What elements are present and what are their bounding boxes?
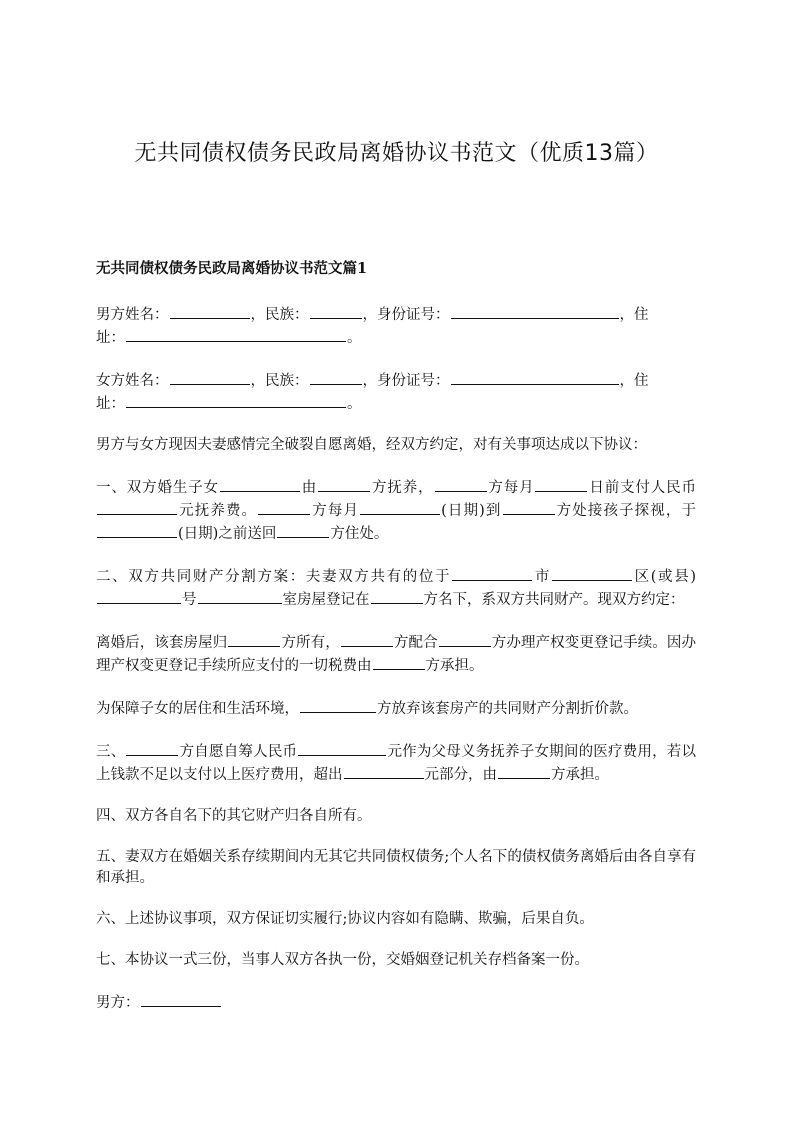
clause-2-text: 室房屋登记在	[282, 592, 370, 608]
male-address-label: ，住	[619, 307, 649, 323]
male-ethnic-blank	[310, 303, 362, 319]
clause-2-paragraph	[96, 565, 696, 611]
clause-1-text: 方每月	[487, 480, 535, 496]
signature-line	[96, 991, 696, 1014]
excess-party-blank	[498, 763, 550, 779]
clause-1-text: 方抚养，	[371, 480, 434, 496]
clause-3-text: 元部分，由	[424, 767, 497, 783]
male-signature-label: 男方：	[96, 995, 140, 1011]
clause-2c-text: 方放弃该套房产的共同财产分割折价款。	[377, 701, 638, 717]
house-owner-blank	[228, 631, 280, 647]
clause-2b-text: 方配合	[393, 635, 438, 651]
clause-1-text: 方处接孩子探视，于	[555, 503, 697, 519]
clause-3-text: 方承担。	[551, 767, 609, 783]
document-body	[96, 258, 696, 1034]
payer-party-blank	[435, 476, 487, 492]
visit-party-blank	[258, 499, 310, 515]
clause-3-text: 方自愿自筹人民币	[179, 744, 298, 760]
tax-party-blank	[373, 654, 425, 670]
pay-day-blank	[535, 476, 587, 492]
clause-1-text: 一、双方婚生子女	[96, 480, 219, 496]
clause-1-text: 元抚养费。	[178, 503, 258, 519]
clause-2b-text: 方办理产权变更登记手续。因办理产权变更登记手续所应支付的一切税费由	[96, 635, 696, 674]
clause-2b-text: 方承担。	[425, 658, 484, 674]
male-address-label-2: 址：	[96, 330, 125, 346]
male-info-paragraph	[96, 303, 696, 349]
medical-amount-blank	[298, 740, 386, 756]
custody-party-blank	[318, 476, 370, 492]
visit-date-blank	[360, 499, 440, 515]
waiver-party-blank	[300, 697, 376, 713]
support-amount-blank	[97, 499, 177, 515]
clause-1-paragraph	[96, 476, 696, 545]
clause-2c-text: 为保障子女的居住和生活环境，	[96, 701, 299, 717]
clause-7-paragraph: 七、本协议一式三份，当事人双方各执一份，交婚姻登记机关存档备案一份。	[96, 952, 589, 968]
clause-3-text: 三、	[96, 744, 126, 760]
document-title: 无共同债权债务民政局离婚协议书范文（优质13篇）	[134, 141, 659, 166]
female-id-blank	[451, 369, 619, 385]
female-name-label: 女方姓名：	[96, 373, 169, 389]
clause-2-text: 二、双方共同财产分割方案：夫妻双方共有的位于	[96, 569, 452, 585]
clause-1-text: (日期)之前送回	[178, 526, 277, 542]
number-blank	[97, 588, 181, 604]
male-address-blank	[126, 326, 346, 342]
male-name-blank	[170, 303, 250, 319]
pickup-party-blank	[503, 499, 555, 515]
room-blank	[198, 588, 282, 604]
clause-2b-text: 离婚后，该套房屋归	[96, 635, 228, 651]
female-ethnic-label: ，民族：	[250, 373, 309, 389]
transfer-party-blank	[439, 631, 491, 647]
clause-1-text: 方住处。	[330, 526, 389, 542]
clause-5-paragraph: 五、妻双方在婚姻关系存续期间内无其它共同债权债务;个人名下的债权债务离婚后由各自享有和承担。	[96, 849, 696, 886]
clause-1-text: (日期)到	[441, 503, 502, 519]
clause-4-paragraph: 四、双方各自名下的其它财产归各自所有。	[96, 808, 372, 824]
clause-2-text: 区(或县)	[632, 569, 697, 585]
clause-2c-paragraph	[96, 697, 696, 720]
male-name-label: 男方姓名：	[96, 307, 169, 323]
clause-1-text: 日前支付人民币	[588, 480, 697, 496]
clause-1-text: 方每月	[311, 503, 360, 519]
female-ethnic-blank	[310, 369, 362, 385]
clause-2-text: 市	[533, 569, 551, 585]
medical-party-blank	[126, 740, 178, 756]
female-id-label: ，身份证号：	[362, 373, 450, 389]
female-address-label-2: 址：	[96, 396, 125, 412]
clause-2-text: 号	[182, 592, 197, 608]
male-id-blank	[451, 303, 619, 319]
female-info-end: 。	[347, 396, 362, 412]
female-info-paragraph	[96, 369, 696, 415]
return-party-blank	[277, 522, 329, 538]
male-ethnic-label: ，民族：	[250, 307, 309, 323]
clause-1-text: 由	[300, 480, 318, 496]
city-blank	[452, 565, 532, 581]
cooperating-party-blank	[341, 631, 393, 647]
intro-paragraph: 男方与女方现因夫妻感情完全破裂自愿离婚，经双方约定，对有关事项达成以下协议：	[96, 437, 647, 453]
male-info-end: 。	[347, 330, 362, 346]
child-blank	[220, 476, 300, 492]
clause-3-text: 元作为父母义务抚养子女期间的医疗费用，若以上钱款不足以支付以上医疗费用，超出	[96, 744, 696, 783]
clause-6-paragraph: 六、上述协议事项，双方保证切实履行;协议内容如有隐瞒、欺骗，后果自负。	[96, 911, 594, 927]
district-blank	[552, 565, 632, 581]
clause-2-text: 方名下，系双方共同财产。现双方约定：	[423, 592, 685, 608]
section-heading: 无共同债权债务民政局离婚协议书范文篇1	[96, 260, 368, 277]
return-date-blank	[97, 522, 177, 538]
male-signature-blank	[141, 991, 221, 1007]
female-address-blank	[126, 392, 346, 408]
registered-party-blank	[371, 588, 423, 604]
clause-2b-text: 方所有，	[281, 635, 340, 651]
clause-2b-paragraph	[96, 631, 696, 677]
male-id-label: ，身份证号：	[362, 307, 450, 323]
clause-3-paragraph	[96, 740, 696, 786]
female-address-label: ，住	[619, 373, 649, 389]
excess-amount-blank	[344, 763, 424, 779]
female-name-blank	[170, 369, 250, 385]
